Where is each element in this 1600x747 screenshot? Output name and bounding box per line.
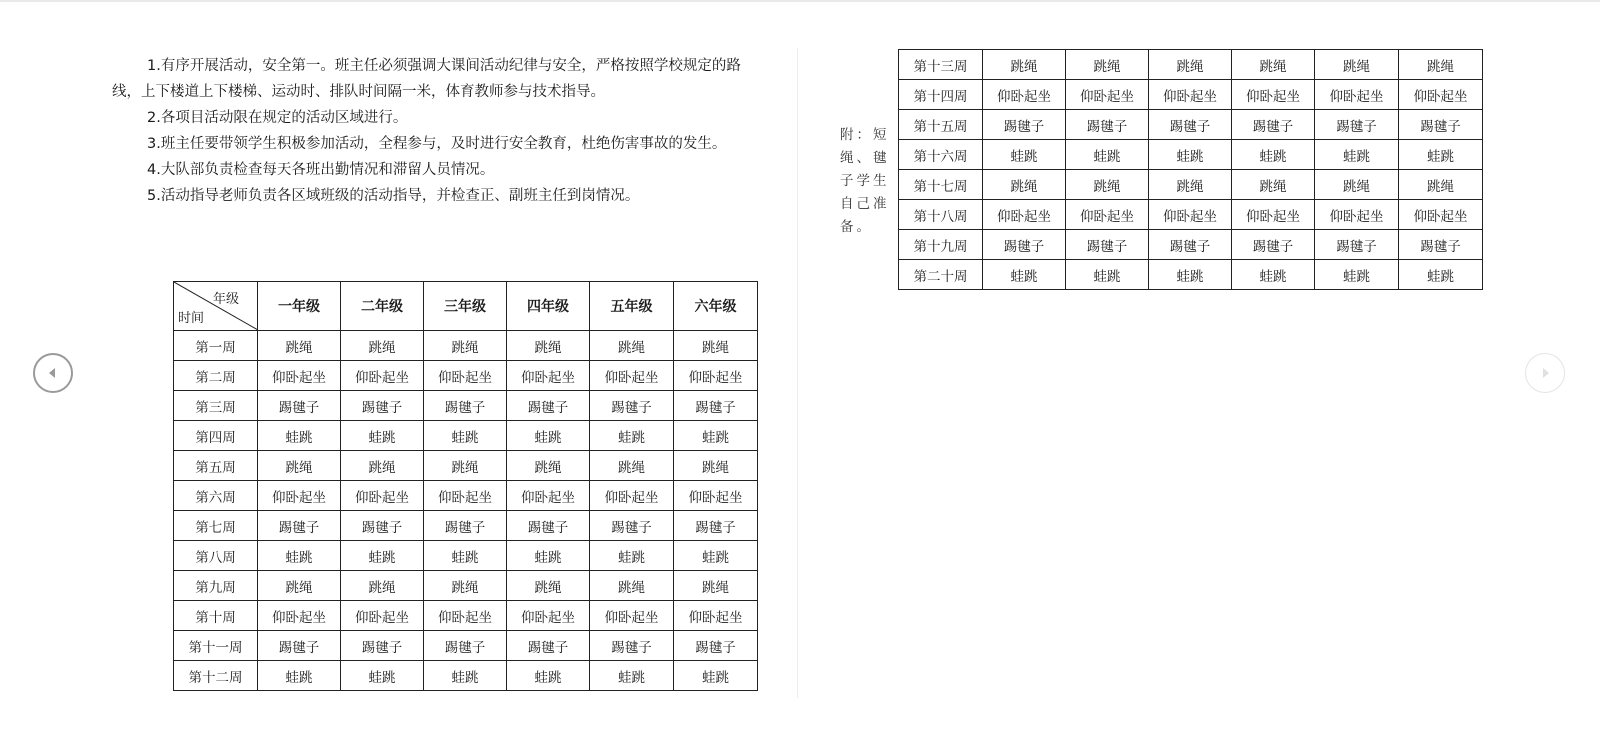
activity-cell: 踢毽子 bbox=[1232, 230, 1315, 260]
activity-cell: 踢毽子 bbox=[424, 391, 507, 421]
grade-header: 四年级 bbox=[507, 282, 590, 331]
page-divider bbox=[797, 48, 798, 698]
activity-cell: 跳绳 bbox=[507, 451, 590, 481]
table-row bbox=[174, 421, 758, 451]
activity-cell: 蛙跳 bbox=[674, 661, 758, 691]
activity-cell: 踢毽子 bbox=[1066, 110, 1149, 140]
week-cell: 第十九周 bbox=[899, 230, 983, 260]
week-cell: 第三周 bbox=[174, 391, 258, 421]
table-row bbox=[174, 511, 758, 541]
activity-cell: 跳绳 bbox=[983, 50, 1066, 80]
schedule-table-weeks-13-20 bbox=[898, 49, 1483, 290]
activity-cell: 仰卧起坐 bbox=[424, 601, 507, 631]
activity-cell: 仰卧起坐 bbox=[1315, 200, 1399, 230]
activity-cell: 跳绳 bbox=[258, 451, 341, 481]
activity-cell: 踢毽子 bbox=[258, 631, 341, 661]
week-cell: 第五周 bbox=[174, 451, 258, 481]
activity-cell: 踢毽子 bbox=[258, 511, 341, 541]
activity-cell: 仰卧起坐 bbox=[1232, 200, 1315, 230]
activity-cell: 跳绳 bbox=[341, 331, 424, 361]
week-cell: 第十六周 bbox=[899, 140, 983, 170]
activity-cell: 蛙跳 bbox=[258, 661, 341, 691]
week-cell: 第十五周 bbox=[899, 110, 983, 140]
activity-cell: 蛙跳 bbox=[1399, 140, 1483, 170]
table-row bbox=[899, 260, 1483, 290]
activity-cell: 踢毽子 bbox=[424, 511, 507, 541]
activity-cell: 跳绳 bbox=[424, 331, 507, 361]
activity-cell: 蛙跳 bbox=[424, 661, 507, 691]
activity-cell: 蛙跳 bbox=[1066, 260, 1149, 290]
week-cell: 第四周 bbox=[174, 421, 258, 451]
activity-cell: 蛙跳 bbox=[983, 140, 1066, 170]
activity-cell: 仰卧起坐 bbox=[1399, 80, 1483, 110]
table-row bbox=[899, 200, 1483, 230]
activity-cell: 蛙跳 bbox=[424, 541, 507, 571]
rule-paragraph: 1.有序开展活动，安全第一。班主任必须强调大课间活动纪律与安全，严格按照学校规定的路线，上下楼道上下楼梯、运动时、排队时间隔一米，体育教师参与技术指导。 bbox=[112, 58, 741, 100]
activity-cell: 仰卧起坐 bbox=[341, 361, 424, 391]
activity-cell: 蛙跳 bbox=[590, 421, 674, 451]
activity-cell: 跳绳 bbox=[590, 451, 674, 481]
activity-cell: 踢毽子 bbox=[983, 230, 1066, 260]
activity-cell: 踢毽子 bbox=[507, 511, 590, 541]
activity-cell: 蛙跳 bbox=[983, 260, 1066, 290]
activity-cell: 踢毽子 bbox=[590, 511, 674, 541]
next-page-button[interactable] bbox=[1525, 353, 1565, 393]
activity-cell: 仰卧起坐 bbox=[258, 361, 341, 391]
week-cell: 第十八周 bbox=[899, 200, 983, 230]
table-row bbox=[174, 331, 758, 361]
activity-cell: 踢毽子 bbox=[341, 631, 424, 661]
activity-cell: 蛙跳 bbox=[424, 421, 507, 451]
week-cell: 第十一周 bbox=[174, 631, 258, 661]
activity-cell: 仰卧起坐 bbox=[1315, 80, 1399, 110]
activity-cell: 跳绳 bbox=[258, 331, 341, 361]
activity-cell: 仰卧起坐 bbox=[258, 601, 341, 631]
rules-text bbox=[112, 53, 752, 209]
activity-cell: 踢毽子 bbox=[507, 631, 590, 661]
activity-cell: 仰卧起坐 bbox=[424, 361, 507, 391]
grade-header: 三年级 bbox=[424, 282, 507, 331]
rule-paragraph: 3.班主任要带领学生积极参加活动，全程参与，及时进行安全教育，杜绝伤害事故的发生。 bbox=[147, 136, 727, 152]
activity-cell: 蛙跳 bbox=[258, 421, 341, 451]
activity-cell: 仰卧起坐 bbox=[983, 80, 1066, 110]
activity-cell: 仰卧起坐 bbox=[1149, 80, 1232, 110]
table-row bbox=[899, 80, 1483, 110]
activity-cell: 蛙跳 bbox=[1232, 260, 1315, 290]
activity-cell: 踢毽子 bbox=[1399, 110, 1483, 140]
table-row bbox=[174, 451, 758, 481]
table-row bbox=[899, 50, 1483, 80]
activity-cell: 仰卧起坐 bbox=[507, 481, 590, 511]
activity-cell: 跳绳 bbox=[1315, 170, 1399, 200]
activity-cell: 蛙跳 bbox=[674, 421, 758, 451]
rule-paragraph: 2.各项目活动限在规定的活动区域进行。 bbox=[147, 110, 408, 126]
activity-cell: 仰卧起坐 bbox=[674, 361, 758, 391]
table-row bbox=[899, 140, 1483, 170]
activity-cell: 蛙跳 bbox=[590, 661, 674, 691]
activity-cell: 蛙跳 bbox=[1399, 260, 1483, 290]
activity-cell: 跳绳 bbox=[590, 331, 674, 361]
activity-cell: 跳绳 bbox=[424, 451, 507, 481]
activity-cell: 踢毽子 bbox=[590, 631, 674, 661]
activity-cell: 跳绳 bbox=[674, 331, 758, 361]
activity-cell: 踢毽子 bbox=[1149, 110, 1232, 140]
week-cell: 第十二周 bbox=[174, 661, 258, 691]
week-cell: 第二十周 bbox=[899, 260, 983, 290]
activity-cell: 仰卧起坐 bbox=[341, 481, 424, 511]
rule-paragraph: 5.活动指导老师负责各区域班级的活动指导，并检查正、副班主任到岗情况。 bbox=[147, 188, 640, 204]
corner-label-grade: 年级 bbox=[212, 292, 239, 307]
table-row bbox=[174, 631, 758, 661]
activity-cell: 蛙跳 bbox=[590, 541, 674, 571]
activity-cell: 仰卧起坐 bbox=[674, 481, 758, 511]
activity-cell: 仰卧起坐 bbox=[1066, 80, 1149, 110]
week-cell: 第九周 bbox=[174, 571, 258, 601]
activity-cell: 跳绳 bbox=[590, 571, 674, 601]
table-row bbox=[174, 481, 758, 511]
activity-cell: 蛙跳 bbox=[674, 541, 758, 571]
prev-page-button[interactable] bbox=[33, 353, 73, 393]
week-cell: 第十周 bbox=[174, 601, 258, 631]
activity-cell: 蛙跳 bbox=[1232, 140, 1315, 170]
week-cell: 第十四周 bbox=[899, 80, 983, 110]
activity-cell: 蛙跳 bbox=[258, 541, 341, 571]
activity-cell: 蛙跳 bbox=[1066, 140, 1149, 170]
activity-cell: 踢毽子 bbox=[341, 511, 424, 541]
activity-cell: 仰卧起坐 bbox=[1232, 80, 1315, 110]
activity-cell: 跳绳 bbox=[674, 451, 758, 481]
activity-cell: 踢毽子 bbox=[1232, 110, 1315, 140]
activity-cell: 跳绳 bbox=[424, 571, 507, 601]
week-cell: 第十七周 bbox=[899, 170, 983, 200]
table-row bbox=[899, 170, 1483, 200]
table-row bbox=[174, 541, 758, 571]
activity-cell: 跳绳 bbox=[1399, 170, 1483, 200]
week-cell: 第八周 bbox=[174, 541, 258, 571]
week-cell: 第二周 bbox=[174, 361, 258, 391]
table-row bbox=[174, 661, 758, 691]
activity-cell: 踢毽子 bbox=[674, 631, 758, 661]
activity-cell: 踢毽子 bbox=[1399, 230, 1483, 260]
table-row bbox=[899, 110, 1483, 140]
activity-cell: 踢毽子 bbox=[424, 631, 507, 661]
activity-cell: 踢毽子 bbox=[674, 511, 758, 541]
activity-cell: 踢毽子 bbox=[590, 391, 674, 421]
activity-cell: 踢毽子 bbox=[507, 391, 590, 421]
activity-cell: 蛙跳 bbox=[1315, 260, 1399, 290]
activity-cell: 跳绳 bbox=[1066, 170, 1149, 200]
activity-cell: 跳绳 bbox=[1315, 50, 1399, 80]
activity-cell: 踢毽子 bbox=[1315, 110, 1399, 140]
table-row bbox=[174, 361, 758, 391]
activity-cell: 跳绳 bbox=[507, 331, 590, 361]
week-cell: 第一周 bbox=[174, 331, 258, 361]
rule-paragraph: 4.大队部负责检查每天各班出勤情况和滞留人员情况。 bbox=[147, 162, 495, 178]
activity-cell: 蛙跳 bbox=[507, 541, 590, 571]
activity-cell: 跳绳 bbox=[341, 451, 424, 481]
table-header-row bbox=[174, 282, 758, 331]
corner-label-time: 时间 bbox=[178, 311, 205, 326]
activity-cell: 跳绳 bbox=[674, 571, 758, 601]
activity-cell: 蛙跳 bbox=[341, 541, 424, 571]
activity-cell: 仰卧起坐 bbox=[341, 601, 424, 631]
activity-cell: 跳绳 bbox=[983, 170, 1066, 200]
activity-cell: 仰卧起坐 bbox=[424, 481, 507, 511]
activity-cell: 仰卧起坐 bbox=[1066, 200, 1149, 230]
activity-cell: 踢毽子 bbox=[341, 391, 424, 421]
corner-cell bbox=[174, 282, 258, 331]
activity-cell: 仰卧起坐 bbox=[590, 481, 674, 511]
activity-cell: 仰卧起坐 bbox=[590, 601, 674, 631]
schedule-table-weeks-1-12 bbox=[173, 281, 758, 691]
activity-cell: 踢毽子 bbox=[674, 391, 758, 421]
activity-cell: 蛙跳 bbox=[1315, 140, 1399, 170]
activity-cell: 踢毽子 bbox=[1315, 230, 1399, 260]
activity-cell: 仰卧起坐 bbox=[983, 200, 1066, 230]
activity-cell: 仰卧起坐 bbox=[674, 601, 758, 631]
activity-cell: 踢毽子 bbox=[1149, 230, 1232, 260]
activity-cell: 蛙跳 bbox=[507, 661, 590, 691]
activity-cell: 跳绳 bbox=[258, 571, 341, 601]
chevron-left-icon bbox=[46, 366, 60, 380]
activity-cell: 蛙跳 bbox=[1149, 140, 1232, 170]
table-row bbox=[899, 230, 1483, 260]
activity-cell: 仰卧起坐 bbox=[590, 361, 674, 391]
activity-cell: 跳绳 bbox=[1232, 170, 1315, 200]
table-row bbox=[174, 601, 758, 631]
week-cell: 第十三周 bbox=[899, 50, 983, 80]
grade-header: 五年级 bbox=[590, 282, 674, 331]
grade-header: 一年级 bbox=[258, 282, 341, 331]
activity-cell: 蛙跳 bbox=[507, 421, 590, 451]
activity-cell: 跳绳 bbox=[1149, 50, 1232, 80]
activity-cell: 蛙跳 bbox=[341, 421, 424, 451]
activity-cell: 仰卧起坐 bbox=[507, 601, 590, 631]
top-rule bbox=[0, 0, 1600, 2]
chevron-right-icon bbox=[1538, 366, 1552, 380]
activity-cell: 仰卧起坐 bbox=[1149, 200, 1232, 230]
activity-cell: 仰卧起坐 bbox=[507, 361, 590, 391]
activity-cell: 跳绳 bbox=[1232, 50, 1315, 80]
activity-cell: 跳绳 bbox=[1399, 50, 1483, 80]
activity-cell: 踢毽子 bbox=[258, 391, 341, 421]
activity-cell: 蛙跳 bbox=[1149, 260, 1232, 290]
week-cell: 第六周 bbox=[174, 481, 258, 511]
activity-cell: 跳绳 bbox=[507, 571, 590, 601]
side-note: 附：短绳、毽子学生自己准备。 bbox=[840, 127, 890, 235]
activity-cell: 跳绳 bbox=[341, 571, 424, 601]
activity-cell: 仰卧起坐 bbox=[1399, 200, 1483, 230]
activity-cell: 踢毽子 bbox=[983, 110, 1066, 140]
activity-cell: 跳绳 bbox=[1066, 50, 1149, 80]
activity-cell: 蛙跳 bbox=[341, 661, 424, 691]
activity-cell: 仰卧起坐 bbox=[258, 481, 341, 511]
table-row bbox=[174, 391, 758, 421]
week-cell: 第七周 bbox=[174, 511, 258, 541]
grade-header: 六年级 bbox=[674, 282, 758, 331]
grade-header: 二年级 bbox=[341, 282, 424, 331]
activity-cell: 跳绳 bbox=[1149, 170, 1232, 200]
table-row bbox=[174, 571, 758, 601]
activity-cell: 踢毽子 bbox=[1066, 230, 1149, 260]
